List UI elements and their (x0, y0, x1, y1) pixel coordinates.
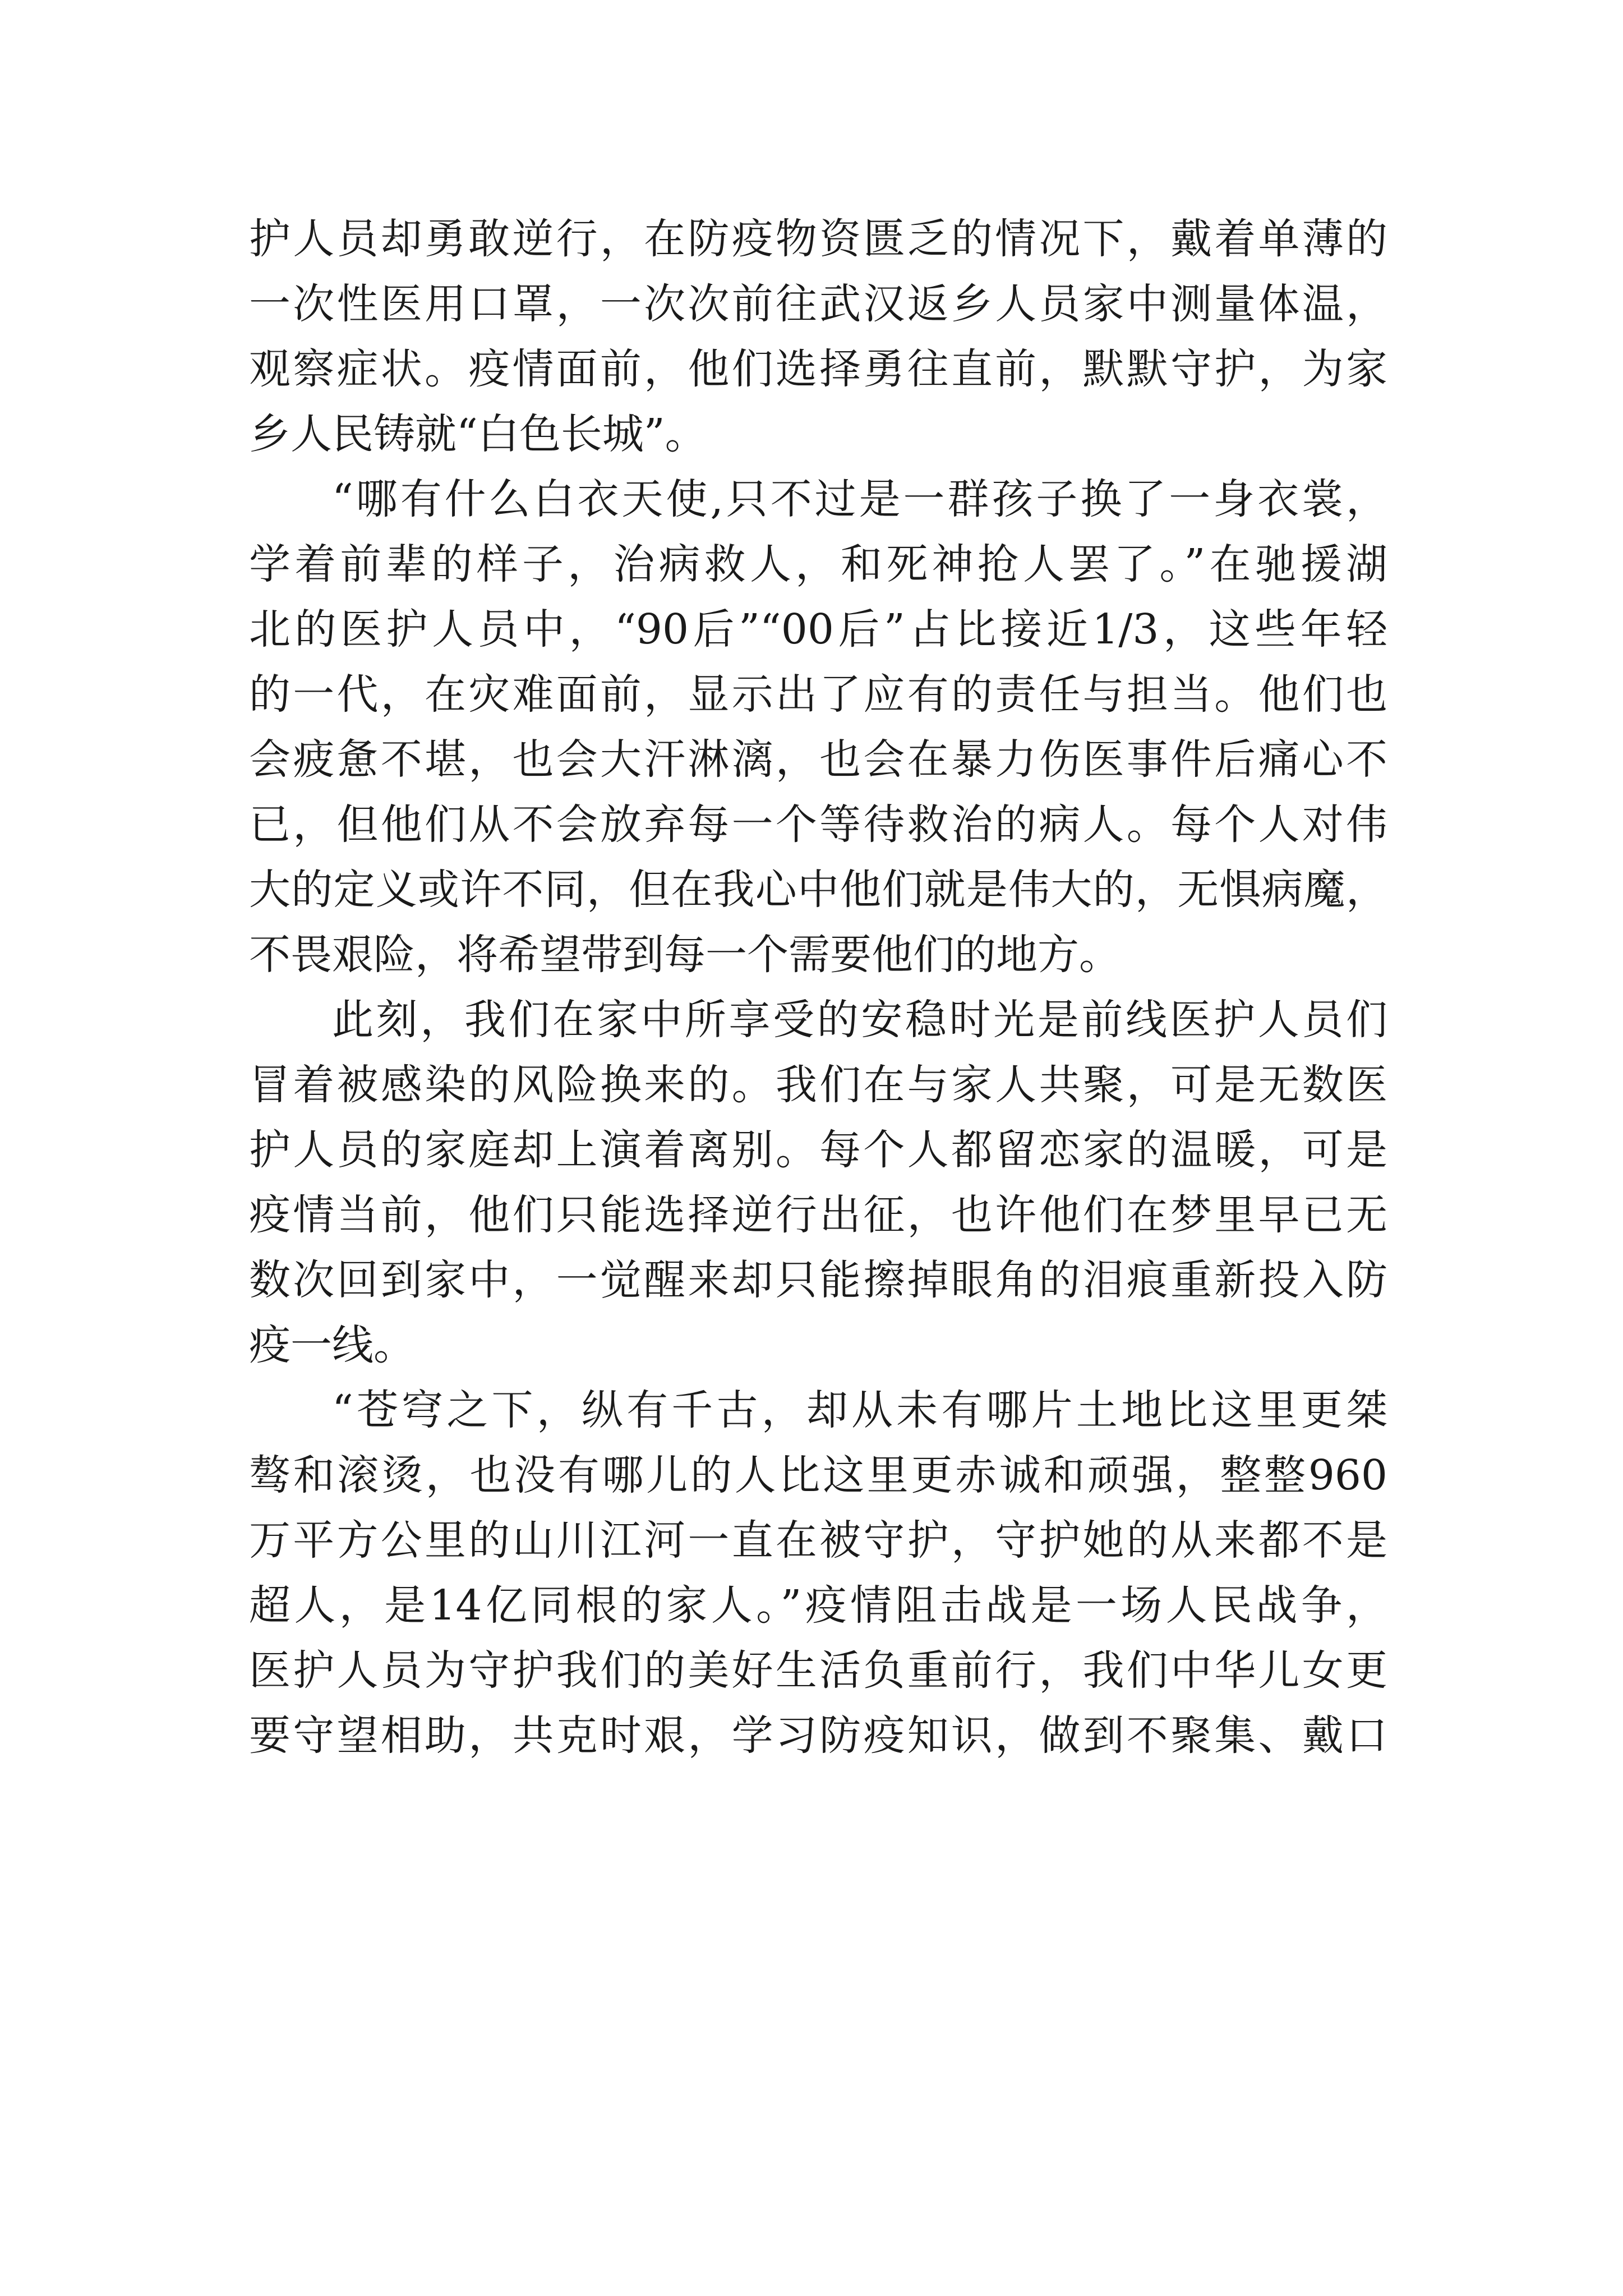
text-line: 疫一线。 (249, 1321, 415, 1369)
text-line: 乡人民铸就“白色长城”。 (249, 410, 707, 458)
text-line: 学着前辈的样子，治病救人，和死神抢人罢了。”在驰援湖 (249, 540, 1387, 588)
text-line: 的一代，在灾难面前，显示出了应有的责任与担当。他们也 (249, 670, 1387, 719)
text-line: 医护人员为守护我们的美好生活负重前行，我们中华儿女更 (249, 1646, 1387, 1695)
paragraph-1 (249, 206, 1387, 467)
text-line: 骜和滚烫，也没有哪儿的人比这里更赤诚和顽强，整整960 (249, 1451, 1387, 1499)
paragraph-3 (249, 987, 1387, 1378)
text-line: 北的医护人员中，“90后”“00后”占比接近1/3，这些年轻 (249, 605, 1387, 654)
text-line: 护人员却勇敢逆行，在防疫物资匮乏的情况下，戴着单薄的 (249, 215, 1387, 263)
text-line: 一次性医用口罩，一次次前往武汉返乡人员家中测量体温， (249, 280, 1387, 328)
text-line: 护人员的家庭却上演着离别。每个人都留恋家的温暖，可是 (249, 1126, 1387, 1174)
body-text (249, 206, 1387, 1768)
text-line: 疫情当前，他们只能选择逆行出征，也许他们在梦里早已无 (249, 1191, 1387, 1239)
text-line: 万平方公里的山川江河一直在被守护，守护她的从来都不是 (249, 1516, 1387, 1565)
text-line: “苍穹之下，纵有千古，却从未有哪片土地比这里更桀 (332, 1386, 1387, 1434)
text-line: “哪有什么白衣天使,只不过是一群孩子换了一身衣裳， (332, 475, 1387, 523)
text-line: 不畏艰险，将希望带到每一个需要他们的地方。 (249, 931, 1121, 979)
text-line: 观察症状。疫情面前，他们选择勇往直前，默默守护，为家 (249, 345, 1387, 393)
text-line: 此刻，我们在家中所享受的安稳时光是前线医护人员们 (332, 996, 1387, 1044)
text-line: 会疲惫不堪，也会大汗淋漓，也会在暴力伤医事件后痛心不 (249, 735, 1387, 784)
text-line: 要守望相助，共克时艰，学习防疫知识，做到不聚集、戴口 (249, 1711, 1387, 1760)
paragraph-4 (249, 1378, 1387, 1768)
text-line: 已，但他们从不会放弃每一个等待救治的病人。每个人对伟 (249, 800, 1387, 849)
text-line: 大的定义或许不同，但在我心中他们就是伟大的，无惧病魔， (249, 866, 1387, 914)
text-line: 超人，是14亿同根的家人。”疫情阻击战是一场人民战争， (249, 1581, 1387, 1630)
paragraph-2 (249, 467, 1387, 987)
text-line: 数次回到家中，一觉醒来却只能擦掉眼角的泪痕重新投入防 (249, 1256, 1387, 1304)
text-line: 冒着被感染的风险换来的。我们在与家人共聚，可是无数医 (249, 1061, 1387, 1109)
